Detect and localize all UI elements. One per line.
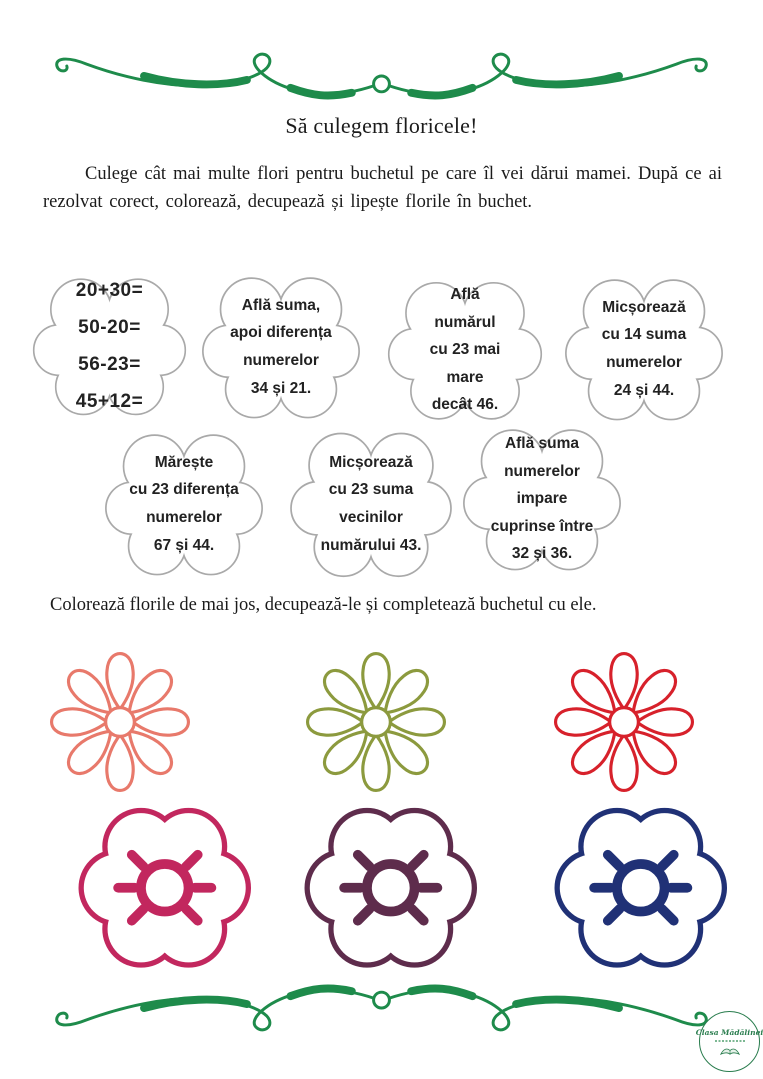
task-text-6: Micșorează cu 23 suma vecinilor numărului 43. (320, 453, 422, 554)
bloom-raspberry-flower (75, 798, 251, 974)
swash-icon (49, 978, 714, 1042)
author-logo-badge (695, 1011, 763, 1072)
task-cloud-5 (100, 420, 268, 588)
task-text-2: Află suma, apoi diferența numerelor 34 și 21. (230, 296, 332, 397)
daisy-olive-flower (302, 648, 450, 796)
task-cloud-7 (458, 414, 626, 584)
daisy-icon (302, 648, 450, 796)
page-title: Să culegem floricele! (285, 113, 478, 138)
daisy-salmon-flower (46, 648, 194, 796)
color-instruction: Colorează florile de mai jos, decupează-le și completează buchetul cu ele. (50, 595, 597, 615)
task-cloud-2 (197, 260, 365, 434)
bloom-navy-flower (551, 798, 727, 974)
daisy-icon (46, 648, 194, 796)
bloom-icon (75, 798, 251, 974)
swash-icon (49, 42, 714, 106)
bloom-icon (551, 798, 727, 974)
bloom-icon (301, 798, 477, 974)
logo-subtext-line (715, 1040, 745, 1042)
top-flourish-divider (49, 42, 714, 106)
task-text-5: Mărește cu 23 diferența numerelor 67 și 44. (129, 453, 239, 554)
intro-paragraph: Culege cât mai multe flori pentru buchetul pe care îl vei dărui mamei. După ce ai rezolvat corect, colorează, decupează și lipește florile în buchet. (43, 164, 722, 213)
bottom-flourish-divider (49, 978, 714, 1042)
task-cloud-4 (560, 264, 728, 434)
open-book-icon (719, 1045, 741, 1056)
logo-name: Clasa Mădălinei (695, 1027, 763, 1037)
bloom-plum-flower (301, 798, 477, 974)
task-text-4: Micșorează cu 14 suma numerelor 24 și 44. (601, 298, 687, 399)
daisy-icon (550, 648, 698, 796)
task-text-3: Află numărul cu 23 mai mare decât 46. (429, 286, 501, 414)
task-text-1: 20+30= 50-20= 56-23= 45+12= (75, 279, 144, 413)
task-cloud-6 (285, 418, 457, 590)
task-cloud-3 (383, 260, 547, 440)
daisy-red-flower (550, 648, 698, 796)
task-text-7: Află suma numerelor impare cuprinse între 32 și 36. (490, 435, 594, 563)
task-cloud-1 (28, 260, 191, 432)
